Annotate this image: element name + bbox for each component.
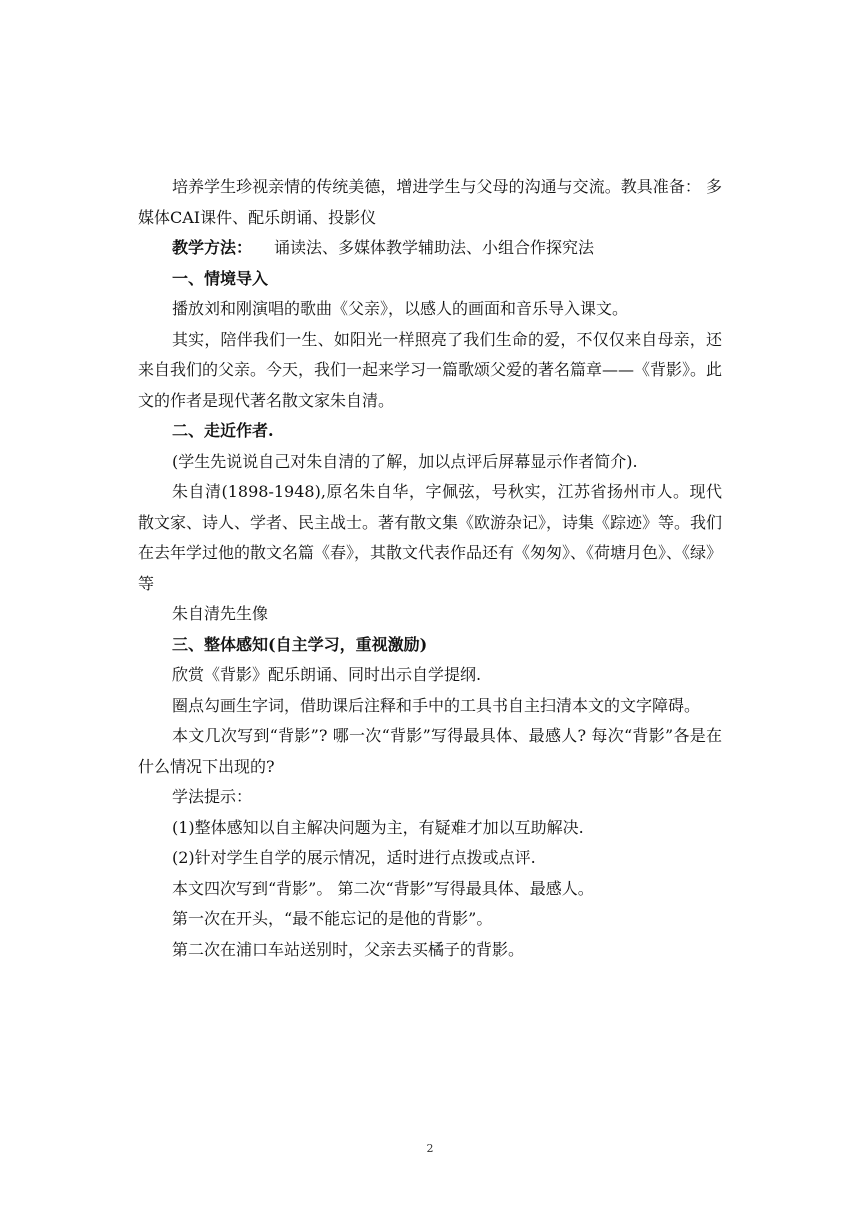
paragraph-teaching-method xyxy=(138,233,722,264)
paragraph-song-intro: 播放刘和刚演唱的歌曲《父亲》，以感人的画面和音乐导入课文。 xyxy=(172,299,629,318)
heading-situation-intro: 一、情境导入 xyxy=(172,268,269,288)
teaching-method-label: 教学方法： xyxy=(172,238,253,257)
paragraph-hint-2: (2)针对学生自学的展示情况，适时进行点拨或点评. xyxy=(172,848,536,867)
paragraph-second-time: 第二次在浦口车站送别时，父亲去买橘子的背影。 xyxy=(172,939,525,959)
paragraph-recitation: 欣赏《背影》配乐朗诵、同时出示自学提纲. xyxy=(172,665,482,684)
teaching-method-content: 诵读法、多媒体教学辅助法、小组合作探究法 xyxy=(274,238,595,257)
paragraph-vocabulary: 圈点勾画生字词，借助课后注释和手中的工具书自主扫清本文的文字障碍。 xyxy=(172,695,701,715)
paragraph-method-hint: 学法提示： xyxy=(172,787,253,806)
paragraph-author-bio: 朱自清(1898-1948),原名朱自华，字佩弦，号秋实，江苏省扬州市人。现代散文家、诗人、学者、民主战士。著有散文集《欧游杂记》，诗集《踪迹》等。我们在去年学过他的散文名篇《春》，其散文代表作品还有《匆匆》、《荷塘月色》、《绿》等 xyxy=(138,482,723,593)
paragraph-goal-and-tools: 培养学生珍视亲情的传统美德，增进学生与父母的沟通与交流。教具准备： 多媒体CAI课件、配乐朗诵、投影仪 xyxy=(138,177,722,227)
body-text xyxy=(138,172,722,965)
page-number: 2 xyxy=(426,1142,434,1155)
paragraph-fathers-love: 其实，陪伴我们一生、如阳光一样照亮了我们生命的爱，不仅仅来自母亲，还来自我们的父亲。今天，我们一起来学习一篇歌颂父爱的著名篇章——《背影》。此文的作者是现代著名散文家朱自清。 xyxy=(138,329,723,410)
heading-author: 二、走近作者. xyxy=(172,421,274,440)
heading-overall-perception: 三、整体感知(自主学习，重视激励) xyxy=(172,634,428,654)
paragraph-four-times: 本文四次写到“背影”。 第二次“背影”写得最具体、最感人。 xyxy=(172,878,594,898)
paragraph-portrait: 朱自清先生像 xyxy=(172,604,269,623)
paragraph-student-talk: (学生先说说自己对朱自清的了解，加以点评后屏幕显示作者简介). xyxy=(172,451,638,471)
paragraph-questions: 本文几次写到“背影”? 哪一次“背影”写得最具体、最感人? 每次“背影”各是在什么情况下出现的? xyxy=(138,726,722,776)
paragraph-hint-1: (1)整体感知以自主解决问题为主，有疑难才加以互助解决. xyxy=(172,817,584,837)
paragraph-first-time: 第一次在开头，“最不能忘记的是他的背影”。 xyxy=(172,909,493,928)
